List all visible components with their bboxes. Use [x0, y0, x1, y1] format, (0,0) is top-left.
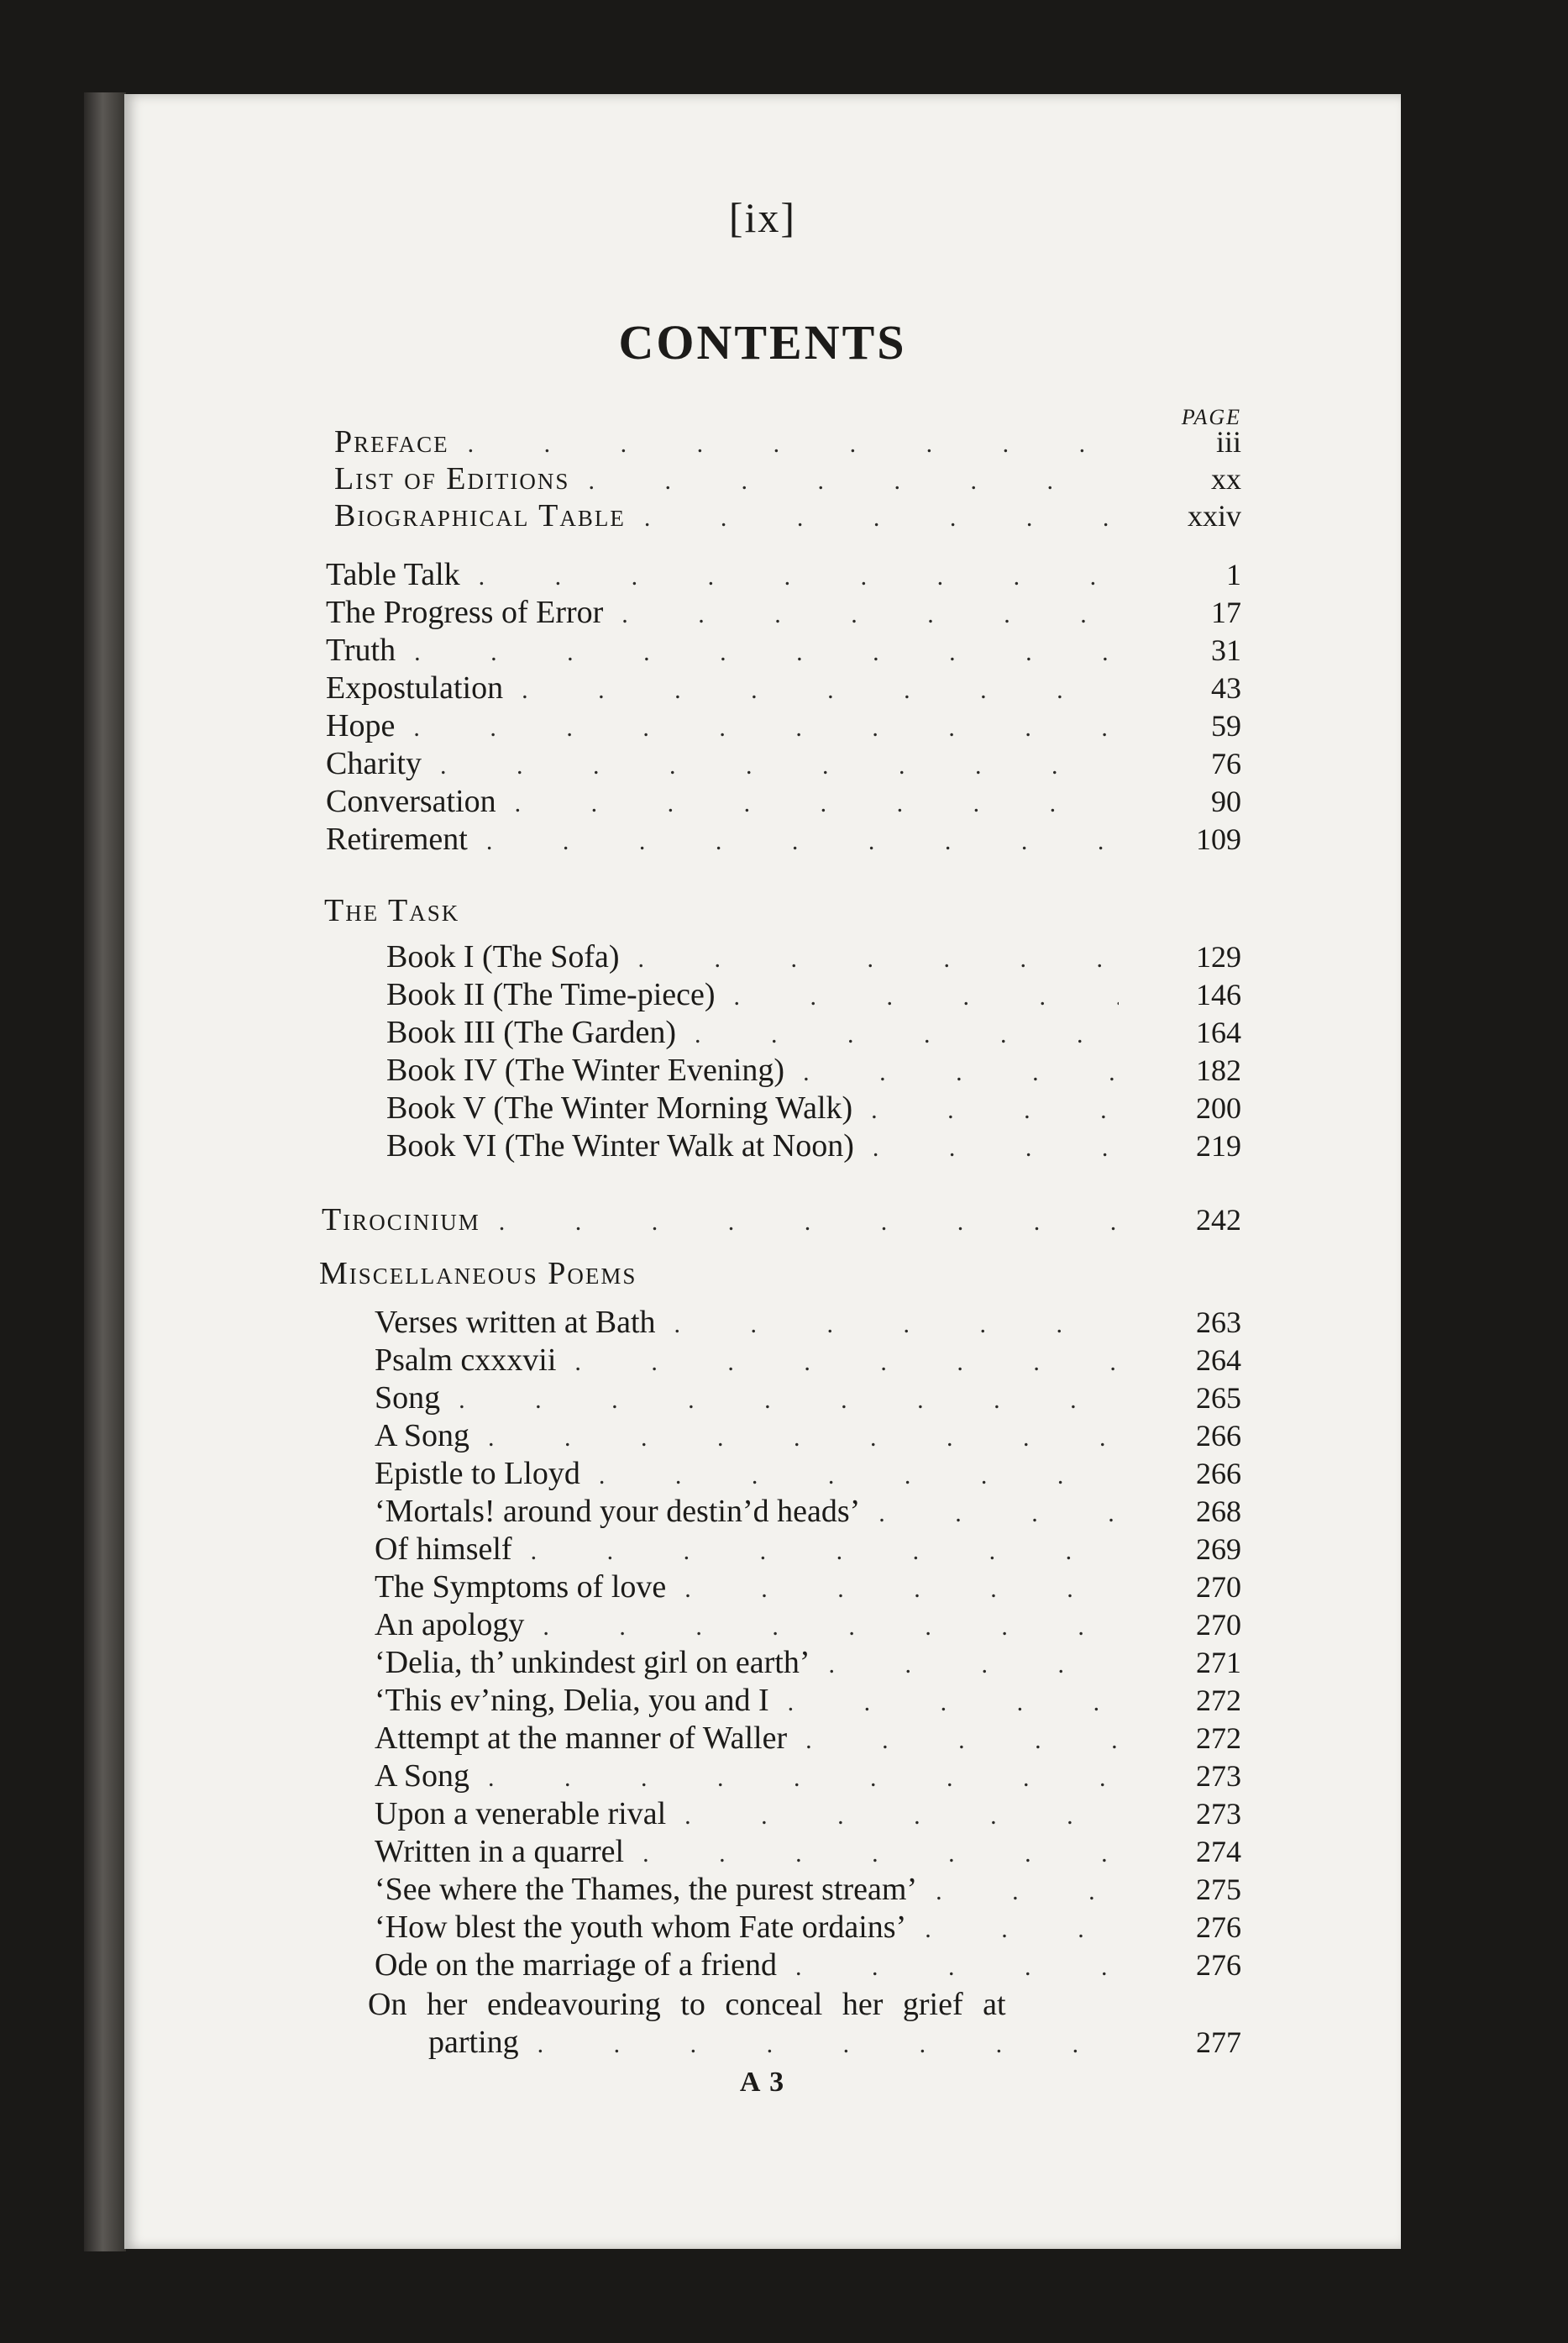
dot-leader	[638, 945, 1119, 974]
toc-entry-page-number: 270	[1196, 1570, 1241, 1604]
section-heading-task: The Task	[324, 893, 460, 928]
toc-entry-title: Attempt at the manner of Waller	[375, 1720, 788, 1756]
toc-entry	[124, 1909, 1241, 1947]
toc-entry-page-number: 263	[1196, 1305, 1241, 1339]
toc-entry-page-number: 277	[1196, 2025, 1241, 2059]
toc-entry	[124, 1606, 1241, 1645]
toc-entry	[124, 821, 1241, 859]
toc-entry-title: Retirement	[326, 822, 468, 857]
toc-entry-title: parting	[428, 2025, 519, 2060]
toc-entry	[124, 938, 1241, 977]
toc-entry-page-number: 272	[1196, 1721, 1241, 1755]
toc-entry-title: Of himself	[375, 1531, 512, 1567]
toc-entry-page-number: 275	[1196, 1873, 1241, 1906]
toc-entry-title: ‘See where the Thames, the purest stream’	[375, 1872, 918, 1907]
toc-entry	[124, 1455, 1241, 1494]
toc-entry-page-number: xx	[1211, 462, 1241, 496]
toc-entry	[124, 556, 1241, 595]
toc-entry-page-number: 266	[1196, 1457, 1241, 1490]
toc-entry-title: An apology	[375, 1607, 525, 1642]
toc-entry-title: Charity	[326, 746, 422, 781]
dot-leader	[621, 601, 1119, 629]
toc-entry	[124, 1531, 1241, 1569]
toc-entry-title: ‘How blest the youth whom Fate ordains’	[375, 1910, 907, 1945]
dot-leader	[414, 638, 1119, 667]
dot-leader	[684, 1802, 1119, 1831]
dot-leader	[873, 1134, 1119, 1163]
toc-entry	[124, 670, 1241, 708]
toc-entry	[124, 1342, 1241, 1380]
toc-entry	[124, 1090, 1241, 1128]
toc-entry-title: Ode on the marriage of a friend	[375, 1947, 778, 1983]
dot-leader	[515, 790, 1119, 818]
toc-entry-title: Book IV (The Winter Evening)	[386, 1053, 785, 1088]
toc-entry-page-number: 265	[1196, 1381, 1241, 1415]
table-of-contents	[124, 94, 1401, 2249]
toc-entry-title: Written in a quarrel	[375, 1834, 625, 1869]
toc-entry-page-number: 219	[1196, 1129, 1241, 1163]
dot-leader	[440, 752, 1119, 780]
toc-entry-title: Table Talk	[326, 557, 460, 592]
toc-entry-page-number: 269	[1196, 1532, 1241, 1566]
dot-leader	[531, 1537, 1119, 1566]
toc-entry-title: Book V (The Winter Morning Walk)	[386, 1090, 853, 1126]
dot-leader	[538, 2030, 1119, 2059]
toc-entry	[124, 1682, 1241, 1720]
dot-leader	[588, 467, 1119, 496]
toc-entry	[124, 745, 1241, 784]
dot-leader	[788, 1689, 1119, 1717]
toc-entry-page-number: xxiv	[1187, 499, 1241, 533]
toc-entry-title: A Song	[375, 1758, 469, 1794]
dot-leader	[468, 430, 1119, 459]
dot-leader	[486, 827, 1119, 856]
dot-leader	[674, 1311, 1119, 1339]
toc-entry-title: Song	[375, 1380, 441, 1416]
toc-entry-title: The Progress of Error	[326, 595, 604, 630]
toc-entry-page-number: 200	[1196, 1091, 1241, 1125]
dot-leader	[734, 983, 1119, 1011]
toc-entry	[124, 497, 1241, 536]
toc-entry-title: Hope	[326, 708, 396, 743]
toc-entry-page-number: 276	[1196, 1948, 1241, 1982]
dot-leader	[936, 1878, 1119, 1906]
toc-entry-title: Preface	[334, 424, 449, 460]
toc-entry-title: ‘Mortals! around your destin’d heads’	[375, 1494, 861, 1529]
toc-entry-title: ‘This ev’ning, Delia, you and I	[375, 1683, 769, 1718]
toc-entry-title: Expostulation	[326, 670, 504, 706]
toc-entry	[124, 1871, 1241, 1910]
toc-entry-page-number: 273	[1196, 1759, 1241, 1793]
toc-entry	[124, 1644, 1241, 1683]
toc-entry	[124, 460, 1241, 499]
toc-entry-title: Book III (The Garden)	[386, 1015, 677, 1050]
toc-entry-page-number: 264	[1196, 1343, 1241, 1377]
toc-entry-page-number: 31	[1211, 633, 1241, 667]
toc-entry-title: Book VI (The Winter Walk at Noon)	[386, 1128, 854, 1164]
dot-leader	[522, 676, 1119, 705]
toc-entry-page-number: 271	[1196, 1646, 1241, 1679]
signature-mark: A 3	[739, 2067, 786, 2098]
toc-entry-title: Biographical Table	[334, 498, 626, 533]
toc-entry	[124, 632, 1241, 670]
toc-entry	[124, 976, 1241, 1015]
toc-entry-page-number: 182	[1196, 1053, 1241, 1087]
toc-entry-page-number: 164	[1196, 1016, 1241, 1049]
toc-entry	[124, 1720, 1241, 1758]
toc-entry	[124, 1493, 1241, 1531]
page-folio: [ix]	[728, 194, 797, 241]
toc-entry-page-number: 43	[1211, 671, 1241, 705]
section-heading-misc: Miscellaneous Poems	[319, 1256, 637, 1291]
toc-entry-page-number: 109	[1196, 822, 1241, 856]
toc-entry	[124, 1127, 1241, 1166]
dot-leader	[499, 1208, 1119, 1237]
toc-entry-page-number: 146	[1196, 978, 1241, 1011]
toc-entry-page-number: 90	[1211, 785, 1241, 818]
dot-leader	[599, 1462, 1119, 1490]
toc-entry-title: Conversation	[326, 784, 496, 819]
toc-entry-page-number: 76	[1211, 747, 1241, 780]
toc-entry	[124, 1014, 1241, 1053]
toc-entry-page-number: 1	[1226, 558, 1241, 591]
toc-entry-title: Verses written at Bath	[375, 1305, 656, 1340]
dot-leader	[803, 1059, 1119, 1087]
toc-entry-page-number: 59	[1211, 709, 1241, 743]
toc-entry-title: ‘Delia, th’ unkindest girl on earth’	[375, 1645, 810, 1680]
toc-entry	[124, 783, 1241, 822]
book-binding	[84, 92, 126, 2251]
dot-leader	[459, 1386, 1119, 1415]
toc-entry-title: Psalm cxxxvii	[375, 1342, 557, 1378]
dot-leader	[695, 1021, 1119, 1049]
dot-leader	[543, 1613, 1119, 1642]
toc-entry	[124, 594, 1241, 633]
dot-leader	[925, 1915, 1119, 1944]
toc-entry	[124, 1304, 1241, 1342]
dot-leader	[684, 1575, 1119, 1604]
dot-leader	[488, 1424, 1119, 1453]
dot-leader	[805, 1726, 1119, 1755]
toc-entry	[124, 1946, 1241, 1985]
toc-entry-title: The Symptoms of love	[375, 1569, 667, 1605]
toc-entry-page-number: 274	[1196, 1835, 1241, 1868]
dot-leader	[878, 1500, 1119, 1528]
toc-entry-page-number: 129	[1196, 940, 1241, 974]
toc-entry-multiline-title: On her endeavouring to conceal her grief at	[368, 1987, 1006, 2022]
dot-leader	[642, 1840, 1119, 1868]
dot-leader	[479, 563, 1119, 591]
toc-entry-page-number: 242	[1196, 1203, 1241, 1237]
toc-entry-page-number: 266	[1196, 1419, 1241, 1453]
toc-entry	[124, 1379, 1241, 1418]
toc-entry	[124, 1757, 1241, 1796]
dot-leader	[488, 1764, 1119, 1793]
toc-entry	[124, 1568, 1241, 1607]
dot-leader	[828, 1651, 1119, 1679]
toc-entry	[124, 707, 1241, 746]
toc-entry	[124, 1201, 1241, 1240]
toc-entry-title: Tirocinium	[322, 1202, 480, 1237]
toc-entry-page-number: 273	[1196, 1797, 1241, 1831]
toc-entry-page-number: 272	[1196, 1684, 1241, 1717]
dot-leader	[795, 1953, 1119, 1982]
toc-entry	[124, 2024, 1241, 2062]
dot-leader	[871, 1096, 1119, 1125]
toc-entry-title: Book II (The Time-piece)	[386, 977, 716, 1012]
toc-entry-title: A Song	[375, 1418, 469, 1453]
toc-entry-title: Book I (The Sofa)	[386, 939, 620, 974]
toc-entry-page-number: 276	[1196, 1910, 1241, 1944]
dot-leader	[574, 1348, 1119, 1377]
toc-entry	[124, 1052, 1241, 1090]
toc-entry-title: Upon a venerable rival	[375, 1796, 667, 1831]
page-column-label: PAGE	[1181, 405, 1241, 429]
toc-entry-title: Truth	[326, 633, 396, 668]
toc-entry	[124, 1795, 1241, 1834]
toc-entry-title: List of Editions	[334, 461, 570, 496]
book-page	[124, 94, 1401, 2249]
toc-entry-page-number: 270	[1196, 1608, 1241, 1642]
toc-entry-page-number: 17	[1211, 596, 1241, 629]
dot-leader	[413, 714, 1119, 743]
toc-entry	[124, 1833, 1241, 1872]
contents-heading: CONTENTS	[618, 315, 907, 370]
toc-entry-page-number: 268	[1196, 1495, 1241, 1528]
toc-entry-page-number: iii	[1215, 425, 1241, 459]
toc-entry	[124, 1417, 1241, 1456]
toc-entry-title: Epistle to Lloyd	[375, 1456, 580, 1491]
toc-entry	[124, 423, 1241, 462]
dot-leader	[644, 504, 1119, 533]
